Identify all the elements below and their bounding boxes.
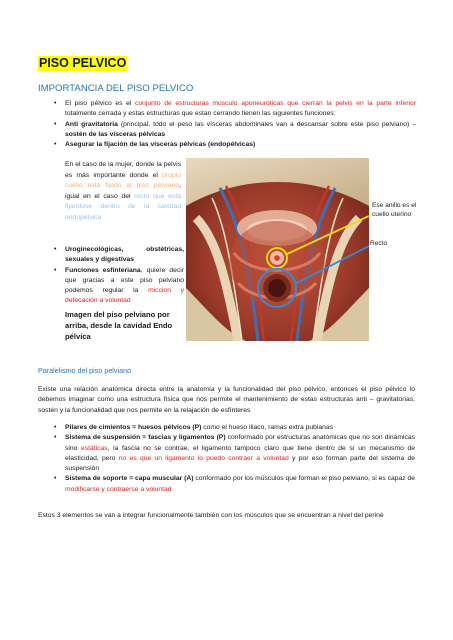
bullet-uroginecologicas <box>38 245 184 266</box>
red-highlight-text: estáticas <box>80 444 108 452</box>
bold-term: sostén de las vísceras pélvicas <box>65 130 166 138</box>
text-span: , igual en el caso del <box>65 182 181 200</box>
text-span: totalmente cerrada y estas estructuras que estan cerrando tienen las siguientes funciones: <box>65 110 336 118</box>
orange-highlight-text: propio cuello está fijado al piso pelviano <box>65 171 181 189</box>
bullet-fijacion <box>38 140 416 150</box>
text-span: El piso pélvico es el <box>65 100 136 107</box>
red-highlight-text: no es que un ligamento lo puedo contraer a voluntad <box>118 454 289 462</box>
pelvic-floor-illustration <box>186 158 369 341</box>
structure-bullet-list <box>38 423 415 495</box>
text-span: , la fascia no se contrae, el ligamento tampoco claro que tiene dentro de sí un mecanismo de elasticidad, pero <box>65 444 415 462</box>
paralelismo-paragraph: Existe una relación anatómica directa entre la anatomía y la funcionalidad del piso pélvico, entonces el piso pélvico lo debemos imaginar como una estructura física que nos permite el mantenimiento de estas estructuras anti – gravitatorias, sostén y la funcionalidad que nos permite en la relajación de esfínteres <box>38 386 415 414</box>
bold-term: Pilares de cimientos = huesos pélvicos (P) <box>65 424 202 431</box>
bullet-definition <box>38 99 416 120</box>
closing-paragraph: Estos 3 elementos se van a integrar funcionalmente también con los músculos que se encuentran a nivel del periné <box>38 512 384 519</box>
cervix-label: Ese anillo es el cuello uterino <box>372 202 417 219</box>
bold-term: Uroginecológicas, obstétricas, sexuales y digestivas <box>65 246 184 264</box>
text-span: y por eso forman parte del sistema de suspensión <box>65 454 416 473</box>
bold-term: Anti gravitatoria <box>65 120 118 128</box>
woman-case-paragraph <box>65 160 181 223</box>
image-caption: Imagen del piso pelviano por arriba, desde la cavidad Endo pélvica <box>65 310 173 342</box>
red-highlight-text: miccion y defecación a voluntad <box>65 287 184 305</box>
bullet-suspension <box>38 433 415 474</box>
bold-term: Sistema de soporte = capa muscular (A) <box>65 475 194 483</box>
section-heading-paralelismo: Paralelismo del piso pelviano <box>38 366 132 375</box>
section-heading-importancia: IMPORTANCIA DEL PISO PELVICO <box>38 83 194 94</box>
text-span: conformado por estructuras anatómicas que no son dinámicas sino <box>65 434 415 452</box>
bold-term: Funciones esfinteriana <box>65 266 141 274</box>
text-span: como el hueso iliaco, ramas extra pubianas <box>201 424 334 431</box>
text-span: conformado por los músculos que forman el piso pelviano, si es capaz de <box>193 475 415 483</box>
intro-bullet-list <box>38 99 416 150</box>
bullet-pilares <box>38 423 415 433</box>
text-span: (principal, todo el peso las vísceras abdominales van a descansar sobre este piso pelviano) – <box>117 120 416 128</box>
bullet-anti-gravitatoria <box>38 120 416 141</box>
red-highlight-text: modificarse y contraerse a voluntad <box>65 485 172 493</box>
red-highlight-text: conjunto de estructuras músculo aponeuróticas que cierran la pelvis en la parte inferior <box>135 100 417 107</box>
blue-highlight-text: recto que está fijandose dentro de la cavidad endopélvica <box>65 192 181 221</box>
bullet-soporte <box>38 474 415 495</box>
bold-term: Sistema de suspensión = fascias y ligamentos (P) <box>65 434 226 442</box>
rectum-label: Recto <box>370 240 388 247</box>
bullet-esfinteriana <box>38 266 184 307</box>
text-span: En el caso de la mujer, donde la pelvis es más importante donde el <box>65 161 181 179</box>
page-title: PISO PELVICO <box>39 56 127 70</box>
bold-term: Asegurar la fijación de las vísceras pélvicas (endopélvicas) <box>65 141 256 149</box>
function-bullet-list <box>38 245 184 307</box>
text-span: , quiere decir que gracias a este piso pelviano podemos regular la <box>65 266 184 295</box>
